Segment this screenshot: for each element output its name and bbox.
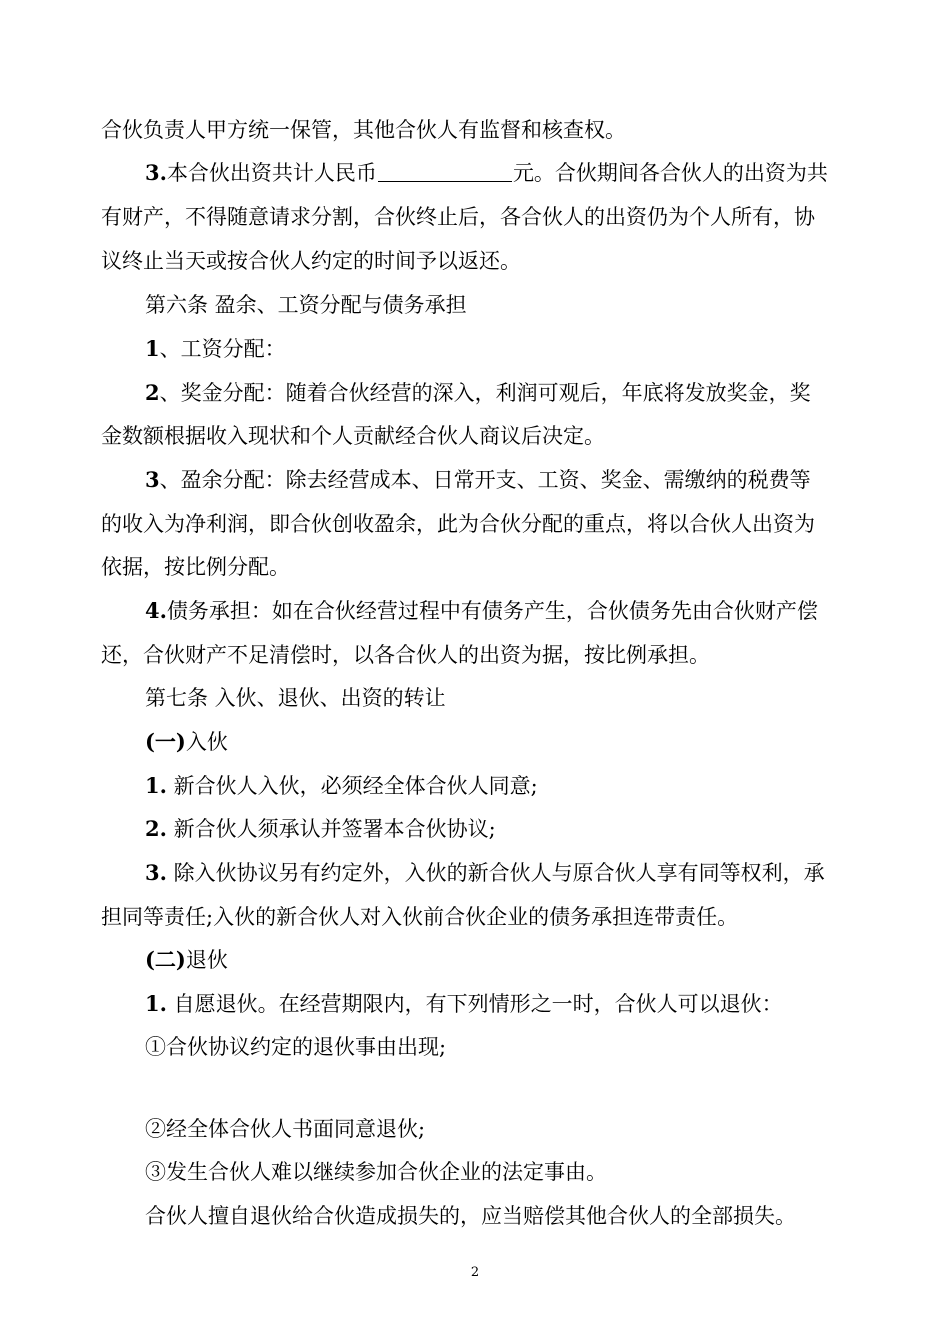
paragraph-line: 4.债务承担：如在合伙经营过程中有债务产生，合伙债务先由合伙财产偿 — [145, 598, 818, 623]
paragraph-line: 2、奖金分配：随着合伙经营的深入，利润可观后，年底将发放奖金，奖 — [145, 380, 811, 405]
paragraph-line: 合伙人擅自退伙给合伙造成损失的，应当赔偿其他合伙人的全部损失。 — [145, 1204, 796, 1228]
paragraph-line: 3、盈余分配：除去经营成本、日常开支、工资、奖金、需缴纳的税费等 — [145, 467, 811, 492]
list-item: 1. 新合伙人入伙，必须经全体合伙人同意; — [145, 773, 538, 798]
paragraph-line: 依据，按比例分配。 — [101, 555, 290, 579]
list-item: ①合伙协议约定的退伙事由出现; — [145, 1035, 447, 1059]
list-item: 3. 除入伙协议另有约定外，入伙的新合伙人与原合伙人享有同等权利，承 — [145, 860, 825, 885]
paragraph-line: 的收入为净利润，即合伙创收盈余，此为合伙分配的重点，将以合伙人出资为 — [101, 512, 815, 536]
list-item: ②经全体合伙人书面同意退伙; — [145, 1117, 426, 1141]
paragraph-line: 议终止当天或按合伙人约定的时间予以返还。 — [101, 249, 521, 273]
list-item: 2. 新合伙人须承认并签署本合伙协议; — [145, 816, 496, 841]
paragraph-line: 有财产，不得随意请求分割，合伙终止后，各合伙人的出资仍为个人所有，协 — [101, 205, 815, 229]
paragraph-line: 还，合伙财产不足清偿时，以各合伙人的出资为据，按比例承担。 — [101, 643, 710, 667]
subsection-heading: (二)退伙 — [145, 947, 228, 972]
list-item: 1. 自愿退伙。在经营期限内，有下列情形之一时，合伙人可以退伙： — [145, 991, 783, 1016]
paragraph-line: 金数额根据收入现状和个人贡献经合伙人商议后决定。 — [101, 424, 605, 448]
paragraph-line: 合伙负责人甲方统一保管，其他合伙人有监督和核查权。 — [101, 118, 626, 142]
page-number: 2 — [470, 1265, 480, 1280]
section-heading: 第六条 盈余、工资分配与债务承担 — [145, 293, 467, 317]
paragraph-line: 1、工资分配： — [145, 336, 286, 361]
subsection-heading: (一)入伙 — [145, 729, 228, 754]
amount-blank — [378, 161, 512, 182]
paragraph-line: 担同等责任;入伙的新合伙人对入伙前合伙企业的债务承担连带责任。 — [101, 905, 739, 929]
section-heading: 第七条 入伙、退伙、出资的转让 — [145, 686, 446, 710]
paragraph-line: 3.本合伙出资共计人民币 元。合伙期间各合伙人的出资为共 — [145, 160, 828, 185]
list-item: ③发生合伙人难以继续参加合伙企业的法定事由。 — [145, 1160, 607, 1184]
